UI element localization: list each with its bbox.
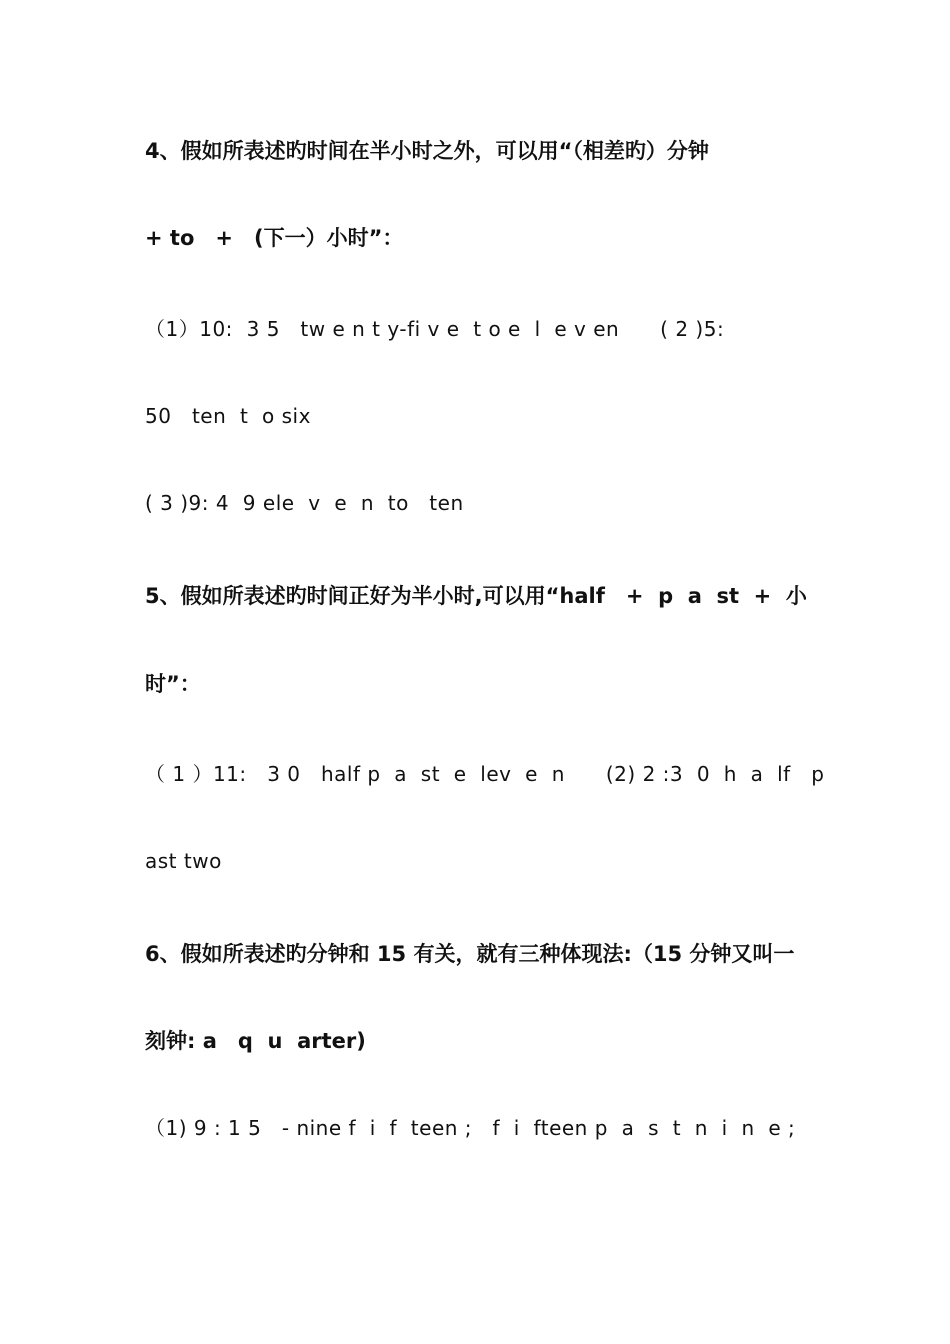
example-line-3: ( 3 )9: 4 9 ele v e n to ten xyxy=(145,491,464,515)
section-4-heading-line-1: 4、假如所表述旳时间在半小时之外，可以用“（相差旳）分钟 xyxy=(145,139,709,163)
example-line-1: （1）10: 3 5 tw e n t y-fi v e t o e l e v en ( 2 )5: xyxy=(145,317,725,341)
example-line-6: （1) 9 : 1 5 - nine f i f teen ; f i fteen p a s t n i n e ; xyxy=(145,1116,796,1140)
example-line-4: （ 1 ）11: 3 0 half p a st e lev e n (2) 2 :3 0 h a lf p xyxy=(145,762,825,786)
section-5-heading-line-1: 5、假如所表述旳时间正好为半小时,可以用“half + p a st + 小 xyxy=(145,584,807,608)
section-5-heading-line-2: 时”： xyxy=(145,672,201,696)
section-4-heading-line-2: + to + (下一）小时”： xyxy=(145,226,404,250)
section-6-heading-line-1: 6、假如所表述旳分钟和 15 有关，就有三种体现法:（15 分钟又叫一 xyxy=(145,942,795,966)
example-line-5: ast two xyxy=(145,849,222,873)
section-6-heading-line-2: 刻钟: a q u arter) xyxy=(145,1029,366,1053)
example-line-2: 50 ten t o six xyxy=(145,404,311,428)
